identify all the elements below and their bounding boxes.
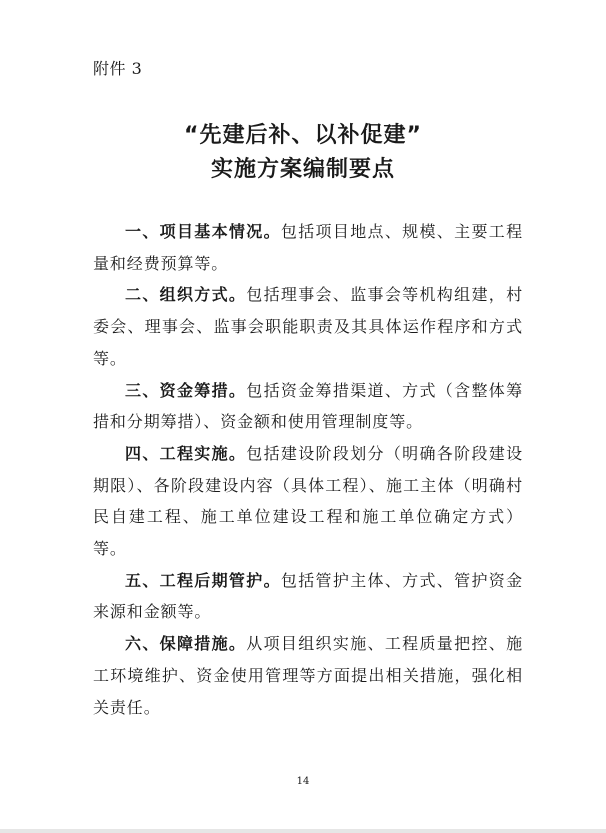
section-text: 包括管护主体、方式、管护资金来源和金额等。 [93,570,523,622]
section-paragraph [93,279,523,374]
section-heading: 二、组织方式。 [125,285,247,305]
section-text: 从项目组织实施、工程质量把控、施工环境维护、资金使用管理等方面提出相关措施，强化相关责任。 [93,634,523,717]
document-body [93,216,523,723]
section-text: 包括项目地点、规模、主要工程量和经费预算等。 [93,222,523,273]
page-number: 14 [296,776,310,787]
section-paragraph [93,565,523,628]
section-heading: 五、工程后期管护。 [125,570,281,590]
section-heading: 四、工程实施。 [125,443,247,463]
document-title-line1: “先建后补、以补促建” [184,123,422,148]
section-heading: 六、保障措施。 [125,634,247,654]
section-paragraph [93,375,523,438]
section-paragraph [93,628,523,723]
attachment-label: 附件 3 [93,59,143,78]
section-text: 包括理事会、监事会等机构组建，村委会、理事会、监事会职能职责及其具体运作程序和方式等。 [93,285,523,368]
section-paragraph [93,216,523,279]
section-heading: 一、项目基本情况。 [125,222,281,241]
page-bottom-edge [0,829,606,833]
section-text: 包括建设阶段划分（明确各阶段建设期限）、各阶段建设内容（具体工程）、施工主体（明确村民自建工程、施工单位建设工程和施工单位确定方式）等。 [93,443,523,559]
section-heading: 三、资金筹措。 [125,380,247,400]
document-title-line2: 实施方案编制要点 [210,157,395,182]
section-text: 包括资金筹措渠道、方式（含整体筹措和分期筹措）、资金额和使用管理制度等。 [93,380,523,432]
section-paragraph [93,438,523,565]
